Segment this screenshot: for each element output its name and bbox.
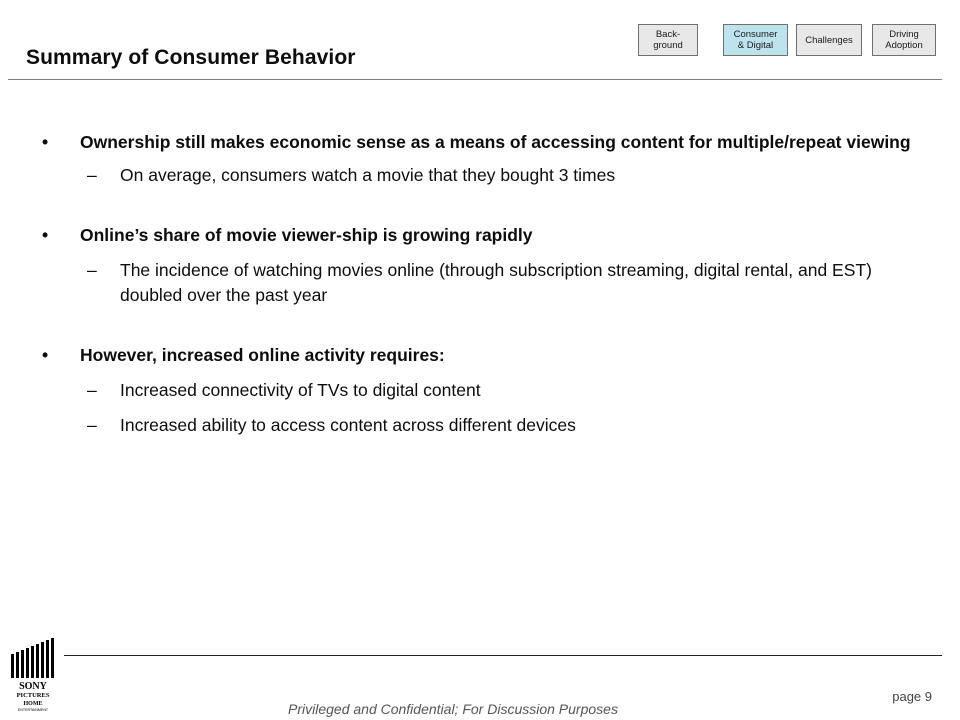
sub-bullet-symbol: –: [87, 165, 97, 185]
sony-pictures-logo-icon: [8, 636, 58, 716]
bullet-symbol: •: [42, 345, 49, 365]
sub-bullet-text: On average, consumers watch a movie that they bought 3 times: [120, 165, 616, 185]
bullet-text: Online’s share of movie viewer-ship is growing rapidly: [80, 225, 533, 245]
sub-bullet-symbol: –: [87, 380, 97, 400]
logo-line: ENTERTAINMENT: [17, 708, 49, 712]
logo-line: PICTURES: [16, 692, 50, 699]
bullet-group-online-share: [40, 223, 920, 308]
bullet-item: [40, 223, 920, 248]
bullet-symbol: •: [42, 132, 49, 152]
sub-bullet-item: [40, 163, 920, 188]
sub-bullet-text: The incidence of watching movies online (through subscription streaming, digital rental, and EST) doubled over the past year: [120, 260, 872, 305]
sub-bullet-item: [40, 378, 920, 403]
logo-beam-bars: [11, 638, 54, 678]
sub-bullet-item: [40, 258, 920, 308]
sub-bullet-symbol: –: [87, 415, 97, 435]
logo-wordmark: [17, 681, 50, 712]
sub-bullet-item: [40, 413, 920, 438]
tab-background[interactable]: Back- ground: [638, 24, 698, 56]
bullet-text: However, increased online activity requires:: [80, 345, 445, 365]
tab-driving-adoption[interactable]: Driving Adoption: [872, 24, 936, 56]
bullet-symbol: •: [42, 225, 49, 245]
tab-consumer-digital[interactable]: Consumer & Digital: [723, 24, 788, 56]
page-title: Summary of Consumer Behavior: [26, 46, 356, 69]
sub-bullet-text: Increased connectivity of TVs to digital content: [120, 380, 481, 400]
bullet-text: Ownership still makes economic sense as a means of accessing content for multiple/repeat viewing: [80, 132, 911, 152]
bullet-group-requirements: [40, 343, 920, 438]
bullet-item: [40, 343, 920, 368]
slide-body: [40, 130, 920, 473]
confidentiality-notice: Privileged and Confidential; For Discussion Purposes: [288, 701, 618, 717]
sub-bullet-text: Increased ability to access content across different devices: [120, 415, 576, 435]
footer-divider: [64, 655, 942, 656]
logo-line: SONY: [19, 681, 47, 692]
sub-bullet-symbol: –: [87, 260, 97, 280]
page-number: page 9: [892, 689, 932, 704]
logo-line: HOME: [23, 701, 43, 707]
bullet-item: [40, 130, 920, 155]
title-divider: [8, 79, 942, 80]
bullet-group-ownership: [40, 130, 920, 188]
tab-challenges[interactable]: Challenges: [796, 24, 862, 56]
